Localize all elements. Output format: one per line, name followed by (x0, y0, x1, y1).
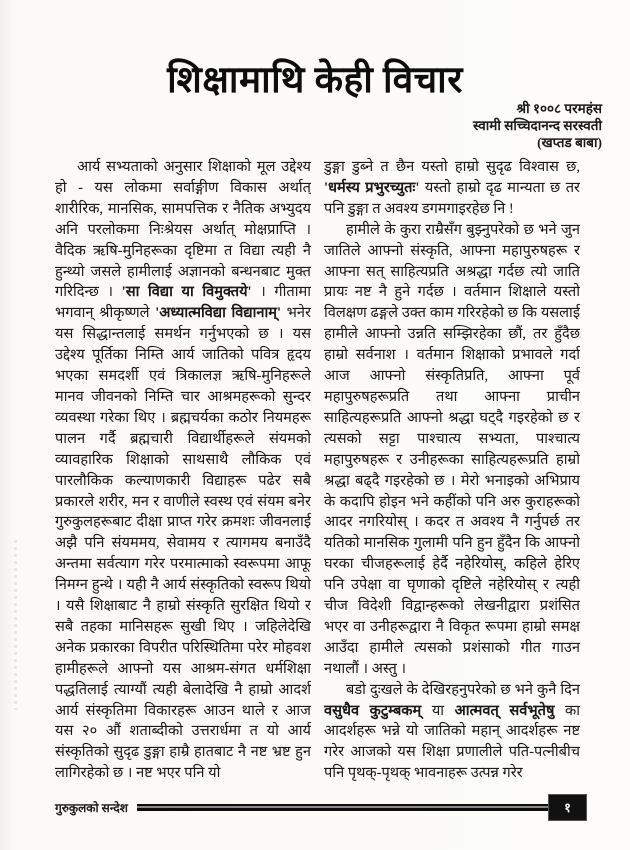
text-run: हामीले के कुरा राम्रैसँग बुझ्नुपरेको छ भने जुन जातिले आफ्नो संस्कृति, आफ्ना महापुरुषहरू र आफ्ना सत् साहित्यप्रति अश्रद्धा गर्दछ त्यो जाति प्रायः नष्ट नै हुने गर्दछ । वर्तमान शिक्षाले यस्तो विलक्षण ढङ्गले उक्त काम गरिरहेको छ कि यसलाई हामीले आफ्नो उन्नति सम्झिरहेका छौं, तर हुँदैछ हाम्रो सर्वनाश । वर्तमान शिक्षाको प्रभावले गर्दा आज आफ्नो संस्कृतिप्रति, आफ्ना पूर्व महापुरुषहरूप्रति तथा आफ्ना प्राचीन साहित्यहरूप्रति आफ्नो श्रद्धा घट्दै गइरहेको छ र त्यसको सट्टा पाश्चात्य सभ्यता, पाश्चात्य महापुरुषहरू र उनीहरूका साहित्यहरूप्रति हाम्रो श्रद्धा बढ्दै गइरहेको छ । मेरो भनाइको अभिप्राय के कदापि होइन भने कहींको पनि अरु कुराहरूको आदर नगरियोस् । कदर त अवश्य नै गर्नुपर्छ तर यतिको मानसिक गुलामी पनि हुन हुँदैन कि आफ्नो घरका चीजहरूलाई हेर्दै नहेरियोस्, कहिले हेरिए पनि उपेक्षा वा घृणाको दृष्टिले नहेरियोस् र त्यही चीज विदेशी विद्वान्हरूको लेखनीद्वारा प्रशंसित भएर वा उनीहरूद्वारा नै विकृत रूपमा हाम्रो समक्ष आउँदा हामीले त्यसको प्रशंसाको गीत गाउन नथालौं । अस्तु । (324, 221, 580, 677)
text-run: या (421, 702, 455, 719)
paragraph (324, 680, 580, 785)
text-run: भनेर यस सिद्धान्तलाई समर्थन गर्नुभएको छ । यस उद्देश्य पूर्तिका निम्ति आर्य जातिको पवित्र हृदय भएका समदर्शी एवं त्रिकालज्ञ ऋषि-मुनिहरूले मानव जीवनको निम्ति चार आश्रमहरूको सुन्दर व्यवस्था गरेका थिए । ब्रह्मचर्यका कठोर नियमहरू पालन गर्दै ब्रह्मचारी विद्यार्थीहरूले संयमको व्यावहारिक शिक्षाको साथसाथै लौकिक एवं पारलौकिक कल्याणकारी विद्याहरू पढेर सबै प्रकारले शरीर, मन र वाणीले स्वस्थ एवं संयम बनेर गुरुकुलहरूबाट दीक्षा प्राप्त गरेर क्रमशः जीवनलाई अझै पनि संयममय, सेवामय र त्यागमय बनाउँदै अन्तमा सर्वत्याग गरेर परमात्माको स्वरूपमा आफू निमग्न हुन्थे । यही नै आर्य संस्कृतिको स्वरूप थियो । यसै शिक्षाबाट नै हाम्रो संस्कृति सुरक्षित थियो र सबै तहका मानिसहरू सुखी थिए । जहिलेदेखि अनेक प्रकारका विपरीत परिस्थितिमा परेर मोहवश हामीहरूले आफ्नो यस आश्रम-संगत धर्मशिक्षा पद्धतिलाई त्याग्यौं त्यही बेलादेखि नै हाम्रो आदर्श आर्य संस्कृतिमा विकारहरू आउन थाले र आज यस २० औं शताब्दीको उत्तरार्धमा त यो आर्य संस्कृतिको सुदृढ डुङ्गा हाम्रै हातबाट नै नष्ट भ्रष्ट हुन लागिरहेको छ । नष्ट भएर पनि यो (55, 305, 311, 782)
footer-rule (137, 804, 548, 811)
page-number: १ (564, 800, 571, 815)
column-right (324, 157, 580, 789)
text-run: । गीतामा भगवान् श्रीकृष्णले (55, 284, 311, 322)
footer (55, 794, 586, 820)
text-run: डुङ्गा डुब्ने त छैन यस्तो हाम्रो सुदृढ विश्वास छ, (324, 159, 580, 175)
byline-honorific: श्री १००८ परमहंस (516, 101, 602, 116)
byline-author: स्वामी सच्चिदानन्द सरस्वती (473, 118, 602, 133)
body-columns (55, 157, 580, 789)
emphasized-phrase: वसुधैव कुटुम्बकम् (324, 702, 422, 719)
emphasized-phrase: 'धर्मस्य प्रभुरच्युतः' (324, 179, 420, 196)
text-run: यस्तो हाम्रो दृढ मान्यता छ तर पनि डुङ्गा त अवश्य डगमगाइरहेछ नि ! (324, 179, 580, 217)
emphasized-phrase: आत्मवत् सर्वभूतेषु (454, 702, 555, 719)
paragraph (324, 220, 580, 680)
article-title: शिक्षामाथि केही विचार (167, 60, 463, 101)
journal-name: गुरुकुलको सन्देश (55, 800, 128, 815)
emphasized-phrase: 'अध्यात्मविद्या विद्यानाम्' (155, 305, 282, 322)
text-run: बडो दुःखले के देखिरहनुपरेको छ भने कुनै दिन (346, 681, 580, 698)
column-left (55, 157, 311, 789)
byline (473, 100, 602, 151)
byline-alias: (खप्तड बाबा) (537, 135, 602, 150)
emphasized-phrase: 'सा विद्या या विमुक्तये' (121, 284, 252, 301)
scan-edge-smudge (14, 540, 17, 710)
paragraph (324, 157, 580, 220)
text-run: आर्य सभ्यताको अनुसार शिक्षाको मूल उद्देश्य हो - यस लोकमा सर्वाङ्गीण विकास अर्थात् शारीरिक, मानसिक, सामपत्तिक र नैतिक अभ्युदय अनि परलोकमा निःश्रेयस अर्थात् मोक्षप्राप्ति । वैदिक ऋषि-मुनिहरूका दृष्टिमा त विद्या त्यही नै हुन्थ्यो जसले हामीलाई अज्ञानको बन्धनबाट मुक्त गरिदिन्छ । (55, 159, 311, 301)
page-number-box (549, 795, 586, 820)
text-run: का आदर्शहरू भन्ने यो जातिको महान् आदर्शहरू नष्ट गरेर आजको यस शिक्षा प्रणालीले पति-पत्नीबीच पनि पृथक्-पृथक् भावनाहरू उत्पन्न गरेर (324, 702, 580, 782)
paragraph (55, 157, 311, 784)
